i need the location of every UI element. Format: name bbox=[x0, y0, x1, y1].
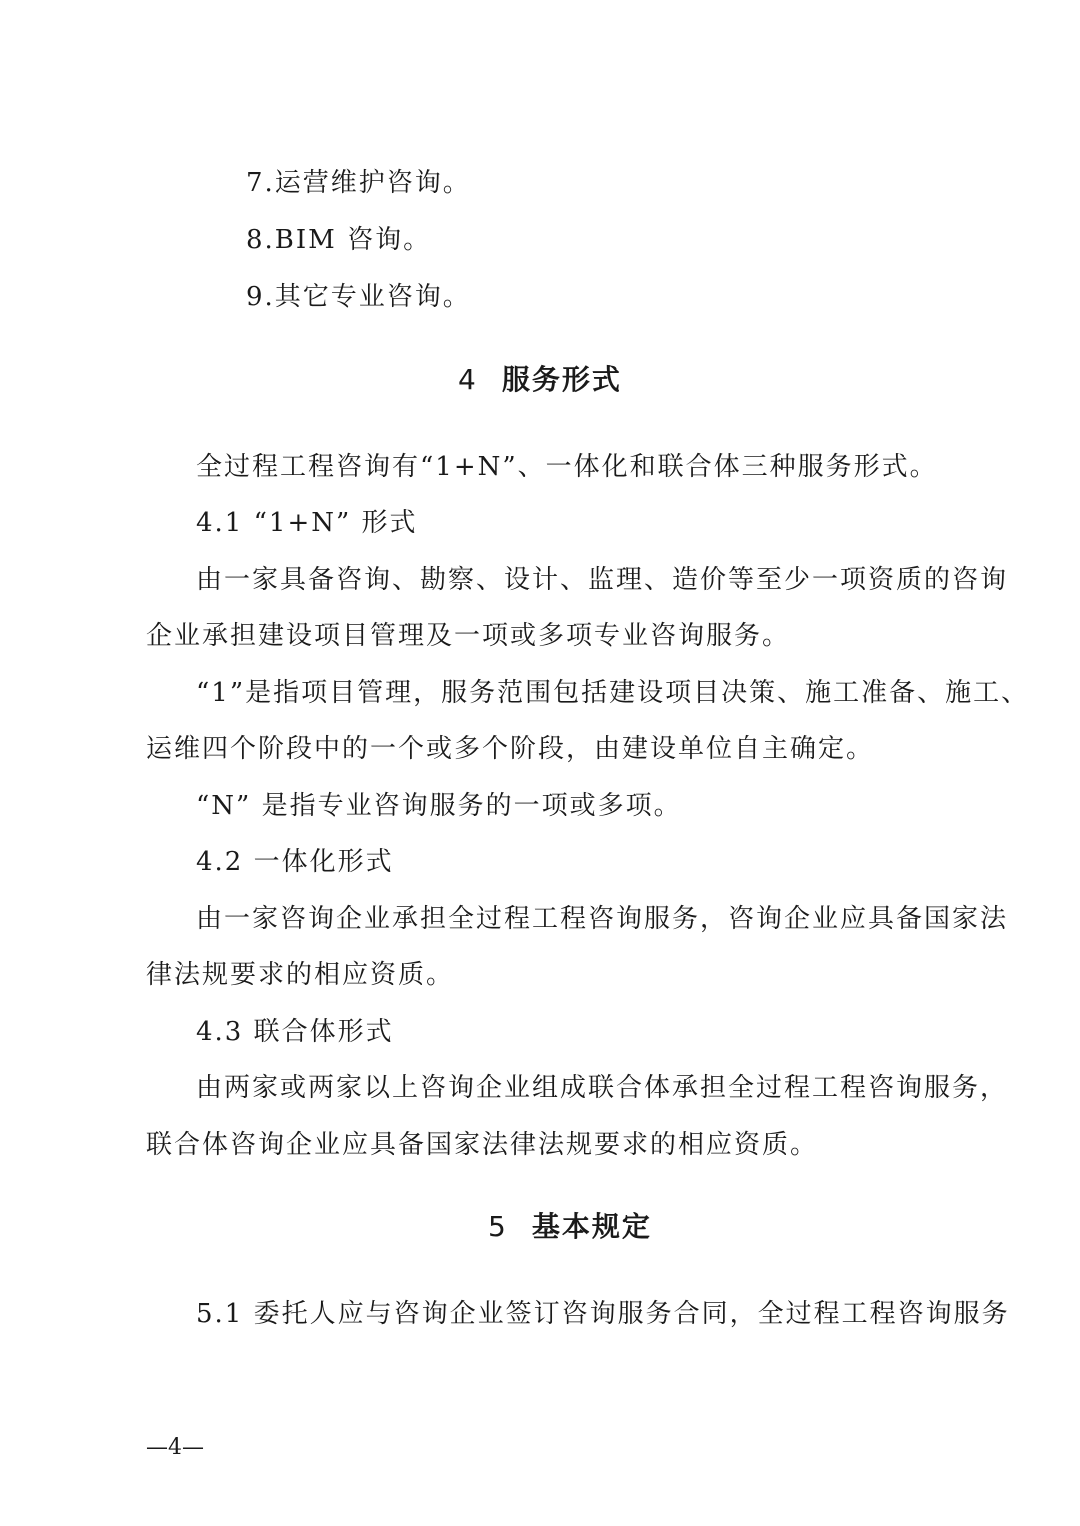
subsection-title: 4.2 一体化形式 bbox=[196, 847, 394, 877]
paragraph-line: 由一家咨询企业承担全过程工程咨询服务，咨询企业应具备国家法 bbox=[196, 904, 1009, 934]
section-title: 基本规定 bbox=[531, 1210, 652, 1243]
paragraph-line: 运维四个阶段中的一个或多个阶段，由建设单位自主确定。 bbox=[146, 734, 875, 764]
paragraph-line: 由一家具备咨询、勘察、设计、监理、造价等至少一项资质的咨询 bbox=[196, 565, 1009, 595]
paragraph-line: 5.1 委托人应与咨询企业签订咨询服务合同，全过程工程咨询服务 bbox=[196, 1299, 1010, 1329]
page-number: —4— bbox=[146, 1435, 204, 1460]
section-number: 4 bbox=[458, 363, 478, 396]
list-item: 8.BIM 咨询。 bbox=[246, 225, 432, 255]
list-item: 9.其它专业咨询。 bbox=[246, 282, 471, 312]
paragraph-line: 联合体咨询企业应具备国家法律法规要求的相应资质。 bbox=[146, 1130, 819, 1160]
section-title: 服务形式 bbox=[501, 363, 622, 396]
section-number: 5 bbox=[488, 1210, 508, 1243]
paragraph-line: 由两家或两家以上咨询企业组成联合体承担全过程工程咨询服务， bbox=[196, 1073, 1009, 1103]
paragraph-line: 企业承担建设项目管理及一项或多项专业咨询服务。 bbox=[146, 621, 791, 651]
paragraph-line: 全过程工程咨询有“1+N”、一体化和联合体三种服务形式。 bbox=[196, 452, 938, 482]
paragraph-line: “1”是指项目管理，服务范围包括建设项目决策、施工准备、施工、 bbox=[196, 678, 1030, 708]
paragraph-line: “N” 是指专业咨询服务的一项或多项。 bbox=[196, 791, 682, 821]
list-item: 7.运营维护咨询。 bbox=[246, 168, 471, 198]
subsection-title: 4.1 “1+N” 形式 bbox=[196, 508, 418, 538]
paragraph-line: 律法规要求的相应资质。 bbox=[146, 960, 455, 990]
section-heading-4 bbox=[458, 362, 622, 398]
section-heading-5 bbox=[488, 1209, 652, 1245]
subsection-title: 4.3 联合体形式 bbox=[196, 1017, 394, 1047]
